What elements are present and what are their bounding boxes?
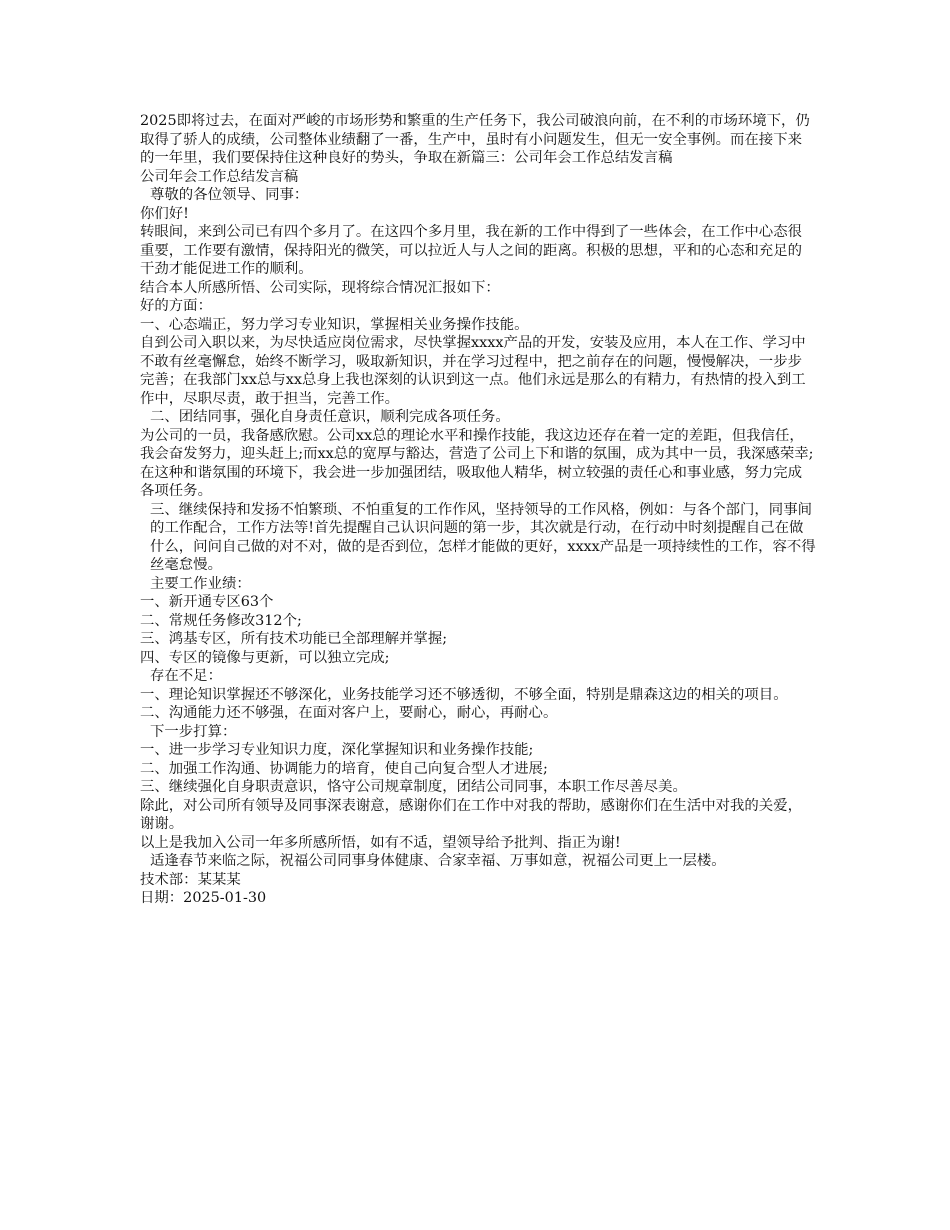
section-heading-next-steps: 下一步打算： xyxy=(150,723,237,740)
list-item: 二、加强工作沟通、协调能力的培育，使自己向复合型人才进展; xyxy=(140,760,548,777)
list-item: 三、鸿基专区，所有技术功能已全部理解并掌握; xyxy=(140,631,448,647)
point-three-body: 三、继续保持和发扬不怕繁琐、不怕重复的工作作风，坚持领导的工作风格，例如：与各个部门，同事间的工作配合，工作方法等!首先提醒自己认识问题的第一步，其次就是行动，在行动中时刻提醒自己在做什么，问问自己做的对不对，做的是否到位，怎样才能做的更好，xxxx产品是一项持续性的工作，容不得丝毫怠慢。 xyxy=(150,501,816,573)
section-heading-shortcomings: 存在不足： xyxy=(150,668,222,684)
list-item: 四、专区的镜像与更新，可以独立完成; xyxy=(140,649,390,666)
paragraph-thanks: 除此，对公司所有领导及同事深表谢意，感谢你们在工作中对我的帮助，感谢你们在生活中对我的关爱，谢谢。 xyxy=(140,797,802,832)
list-item: 二、沟通能力还不够强，在面对客户上，要耐心，耐心，再耐心。 xyxy=(140,705,558,721)
salutation: 尊敬的各位领导、同事： xyxy=(150,187,309,203)
document-body xyxy=(140,112,816,908)
list-item: 一、进一步学习专业知识力度，深化掌握知识和业务操作技能; xyxy=(140,742,534,758)
list-item: 三、继续强化自身职责意识，恪守公司规章制度，团结公司同事，本职工作尽善尽美。 xyxy=(140,779,687,795)
signature-date: 日期：2025-01-30 xyxy=(140,890,267,906)
list-item: 一、理论知识掌握还不够深化，业务技能学习还不够透彻，不够全面，特别是鼎森这边的相关的项目。 xyxy=(140,686,788,703)
paragraph-wishes: 适逢春节来临之际，祝福公司同事身体健康、合家幸福、万事如意，祝福公司更上一层楼。 xyxy=(150,853,726,869)
section-heading-good: 好的方面： xyxy=(140,298,212,314)
point-one-heading: 一、心态端正，努力学习专业知识，掌握相关业务操作技能。 xyxy=(140,316,529,333)
greeting: 你们好! xyxy=(140,205,189,222)
list-item: 二、常规任务修改312个; xyxy=(140,612,302,629)
paragraph-summary-lead: 结合本人所感所悟、公司实际，现将综合情况汇报如下： xyxy=(140,279,500,296)
point-two-heading: 二、团结同事，强化自身责任意识，顺利完成各项任务。 xyxy=(150,409,510,425)
list-item: 一、新开通专区63个 xyxy=(140,594,274,610)
paragraph-opening: 转眼间，来到公司已有四个多月了。在这四个多月里，我在新的工作中得到了一些体会，在工作中心态很重要，工作要有激情，保持阳光的微笑，可以拉近人与人之间的距离。积极的思想，平和的心态和充足的干劲才能促进工作的顺利。 xyxy=(140,224,802,277)
paragraph-closing: 以上是我加入公司一年多所感所悟，如有不适，望领导给予批判、指正为谢! xyxy=(140,834,621,851)
section-heading-achievements: 主要工作业绩： xyxy=(150,575,251,592)
point-one-body: 自到公司入职以来，为尽快适应岗位需求，尽快掌握xxxx产品的开发，安装及应用，本人在工作、学习中不敢有丝毫懈怠，始终不断学习，吸取新知识，并在学习过程中，把之前存在的问题，慢慢解决，一步步完善；在我部门xx总与xx总身上我也深刻的认识到这一点。他们永远是那么的有精力，有热情的投入到工作中，尽职尽责，敢于担当，完善工作。 xyxy=(140,335,806,407)
signature-department: 技术部：某某某 xyxy=(140,871,241,888)
paragraph-intro: 2025即将过去，在面对严峻的市场形势和繁重的生产任务下，我公司破浪向前，在不利的市场环境下，仍取得了骄人的成绩，公司整体业绩翻了一番，生产中，虽时有小问题发生，但无一安全事例。而在接下来的一年里，我们要保持住这种良好的势头，争取在新篇三：公司年会工作总结发言稿 xyxy=(140,113,810,166)
point-two-body: 为公司的一员，我备感欣慰。公司xx总的理论水平和操作技能，我这边还存在着一定的差距，但我信任，我会奋发努力，迎头赶上;而xx总的宽厚与豁达，营造了公司上下和谐的氛围，成为其中一员，我深感荣幸;在这种和谐氛围的环境下，我会进一步加强团结，吸取他人精华，树立较强的责任心和事业感，努力完成各项任务。 xyxy=(140,427,814,499)
document-title: 公司年会工作总结发言稿 xyxy=(140,168,299,185)
